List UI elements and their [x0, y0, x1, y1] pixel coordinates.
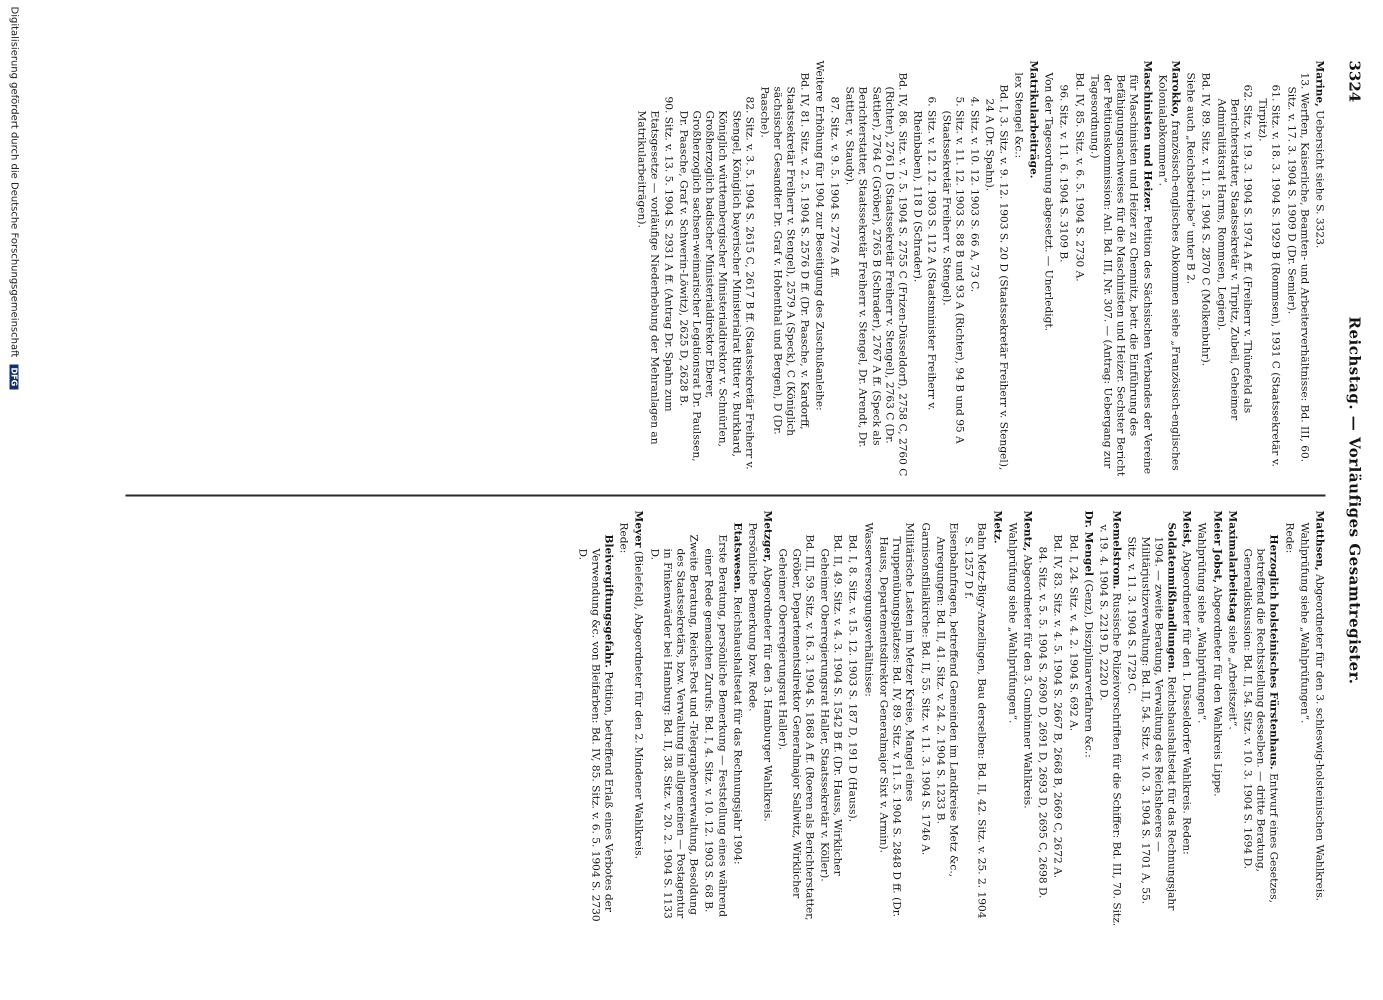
entry-keyword: Maximalarbeitstag: [1225, 510, 1238, 622]
entry-text: Garnisonsfilialkirche: Bd. II, 55. Sitz. v. 11. 3. 1904 S. 1746 A.: [918, 522, 931, 855]
entry-text: Militärische Lasten im Metzer Kreise, Mangel eines Truppenübungsplatzes: Bd. IV, 89. Sitz. v. 11. 5. 1904 S. 2848 D ff. (Dr. Hauss, Departementsdirektor Generalmajor Sixt v. Armin).: [876, 522, 916, 917]
entry-text: 61. Sitz. v. 18. 3. 1904 S. 1929 B (Rommsen), 1931 C (Staatssekretär v. Tirpitz).: [1256, 84, 1282, 467]
index-entry: [982, 60, 1008, 476]
entry-keyword: Herzoglich holsteinisches Fürstenhaus.: [1267, 534, 1280, 770]
entry-text: Bahn Metz-Bigy-Anzelingen, Bau derselben: Bd. II, 42. Sitz. v. 25. 2. 1904 S. 1257 D f.: [962, 522, 988, 918]
entry-text: 6. Sitz. v. 12. 12. 1903 S. 112 A (Staatsminister Freiherr v. Rheinbaben), 118 D (Schrader).: [911, 96, 937, 410]
index-entry: [1225, 510, 1238, 926]
entry-text: Bd. I, 8. Sitz. v. 15. 12. 1903 S. 187 D, 191 D (Hauss).: [846, 534, 859, 822]
index-entry: [1312, 60, 1325, 476]
index-entry: [760, 510, 773, 926]
index-entry: [1124, 510, 1177, 926]
entry-keyword: Memelstrom.: [1110, 510, 1123, 589]
page-number: 3324: [1345, 60, 1363, 102]
index-entry: [634, 60, 674, 476]
index-entry: [827, 60, 840, 476]
entry-text: Uebersicht siehe S. 3323.: [1313, 106, 1325, 248]
entry-text: 62. Sitz. v. 19. 3. 1904 S. 1974 A ff. (Freiherr v. Thünefeld als Berichterstatter, Staatssekretär v. Tirpitz, Zubeil, Geheimer Admiralitätsrat Harms, Rommsen, Legien).: [1214, 84, 1253, 420]
entry-text: Zweite Beratung, Reichs-Post und -Telegraphenverwaltung, Besoldung des Staatssekretärs, bzw. Verwaltung im allgemeinen — Postagentur in Finkenwärder bei Hamburg: Bd. II, 38. Sitz. v. 20. 2. 1904 S. 1133 D.: [647, 534, 700, 919]
index-entry: [701, 510, 727, 926]
index-entry: [933, 510, 959, 926]
index-entry: [1209, 510, 1222, 926]
entry-text: Entwurf eines Gesetzes, betreffend die Rechtsstellung desselben. — dritte Beratung, Generaldiskussion: Bd. II, 54. Sitz. v. 10. 3. 1904 S. 1694 D.: [1240, 548, 1280, 903]
entry-text: Bd. IV, 85. Sitz. v. 6. 5. 1904 S. 2730 A.: [1072, 72, 1085, 282]
entry-keyword: Mentz,: [1020, 510, 1033, 551]
entry-text: Reichshaushaltsetat für das Rechnungsjahr 1904. — zweite Beratung, Verwaltung des Reichsheeres — Militärjustizverwaltung: Bd. II, 54. Sitz. v. 10. 3. 1904 S. 1701 A, 55. Sitz. v. 11. 3. 1904 S. 1729 C.: [1125, 536, 1177, 910]
index-entry: [812, 60, 825, 476]
index-entry: [910, 60, 936, 476]
entry-text: Abgeordneter für den 3. Hamburger Wahlkreis.: [761, 562, 774, 822]
index-entry: [1035, 510, 1048, 926]
index-entry: [817, 510, 843, 926]
index-entry: [1255, 60, 1281, 476]
entry-text: 4. Sitz. v. 10. 12. 1903 S. 66 A, 73 C.: [968, 96, 981, 292]
entry-keyword: Etatswesen.: [730, 522, 743, 593]
entry-text: Wahlprüfung siehe „Wahlprüfungen“.: [1195, 522, 1208, 723]
index-entry: [861, 510, 874, 926]
index-entry: [1026, 60, 1039, 476]
page-title: Reichstag. — Vorläufiges Gesamtregister.: [1345, 316, 1363, 684]
entry-keyword: Meist,: [1180, 510, 1193, 548]
entry-text: Eisenbahnfragen, betreffend Gemeinden im Landkreise Metz &c., Anregungen: Bd. II, 41. Sitz. v. 24. 2. 1904 S. 1233 B.: [933, 522, 959, 877]
entry-text: Abgeordneter für den 3. Gumbinner Wahlkreis.: [1020, 550, 1033, 809]
entry-keyword: Marokko,: [1168, 60, 1181, 117]
entry-text: Rede:: [617, 522, 630, 553]
entry-text: Siehe auch „Reichsbetriebe“ unter B 2.: [1184, 72, 1197, 284]
right-column: [572, 510, 1325, 926]
index-entry: [1071, 60, 1084, 476]
entry-text: 96. Sitz. v. 11. 6. 1904 S. 3109 B.: [1057, 84, 1070, 263]
index-entry: [1240, 510, 1280, 926]
index-entry: [1011, 60, 1024, 476]
index-entry: [1041, 60, 1054, 476]
entry-text: französisch-englisches Abkommen siehe „Französisch-englisches Kolonialabkommen“.: [1155, 74, 1181, 471]
entry-text: Abgeordneter für den 1. Düsseldorfer Wahlkreis. Reden:: [1180, 547, 1193, 855]
index-entry: [876, 510, 916, 926]
entry-text: Von der Tagesordnung abgesetzt. — Unerledigt.: [1042, 72, 1055, 331]
entry-text: Abgeordneter für den Wahlkreis Lippe.: [1210, 582, 1223, 797]
entry-text: Wahlprüfung siehe „Wahlprüfungen“.: [1005, 522, 1018, 723]
entry-keyword: Meier Jobst,: [1210, 510, 1223, 583]
entry-text: 87. Sitz. v. 9. 5. 1904 S. 2776 A ff.: [828, 96, 841, 278]
entry-text: Wahlprüfung siehe „Wahlprüfungen“.: [1297, 522, 1310, 723]
index-entry: [1065, 510, 1078, 926]
index-entry: [631, 510, 644, 926]
index-entry: [1050, 510, 1063, 926]
entry-text: Abgeordneter für den 3. schleswig-holsteinischen Wahlkreis.: [1313, 570, 1325, 901]
index-entry: [1087, 60, 1153, 476]
entry-text: Weitere Erhöhung für 1904 zur Beseitigung des Zuschußanleihe:: [812, 60, 825, 411]
left-column: [632, 60, 1325, 476]
index-entry: [730, 510, 743, 926]
index-entry: [1179, 510, 1192, 926]
index-entry: [757, 60, 810, 476]
entry-text: Persönliche Bemerkung bzw. Rede.: [746, 522, 759, 712]
entry-text: lex Stengel &c.:: [1011, 72, 1024, 158]
entry-text: (Bielefeld), Abgeordneter für den 2. Mindener Wahlkreis.: [632, 546, 645, 859]
entry-text: Bd. IV, 89. Sitz. v. 11. 5. 1904 S. 2870 C (Molkenbuhr).: [1199, 72, 1212, 366]
index-entry: [1283, 60, 1309, 476]
digitization-credit: [8, 6, 19, 389]
entry-text: Russische Polizeivorschriften für die Schiffer: Bd. III, 70. Sitz. v. 19. 4. 1904 S. 2219 D, 2220 D.: [1096, 524, 1123, 926]
entry-text: Petition des Sächsischen Verbandes der Vereine für Maschinisten und Heizer zu Chemnitz, betr. die Einführung des Befähigungsnachweises für die Maschinisten und Heizer. Sechster Bericht der Petitionskommission: Anl. Bd. III, Nr. 307. — (Antrag: Uebergang zur Tagesordnung.): [1087, 74, 1153, 476]
index-entry: [1194, 510, 1207, 926]
entry-keyword: Metz.: [990, 510, 1003, 544]
index-entry: [1081, 510, 1094, 926]
index-entry: [646, 510, 699, 926]
entry-text: 84. Sitz. v. 5. 5. 1904 S. 2690 D, 2691 D, 2693 D, 2695 C, 2698 D.: [1036, 546, 1049, 898]
entry-keyword: Marine,: [1313, 60, 1325, 107]
entry-keyword: Dr. Mengel: [1081, 510, 1094, 576]
entry-text: siehe „Arbeitszeit“.: [1225, 621, 1238, 730]
entry-text: Reichshaushaltsetat für das Rechnungsjahr 1904:: [730, 592, 743, 865]
index-entry: [1005, 510, 1018, 926]
index-entry: [917, 510, 930, 926]
entry-keyword: Meyer: [632, 510, 645, 547]
entry-text: 5. Sitz. v. 11. 12. 1903 S. 88 B und 93 A (Richter), 94 B und 95 A (Staatssekretär Freiherr v. Stengel).: [939, 96, 965, 444]
entry-text: Petition, betreffend Erlaß eines Verbotes der Verwendung &c. von Bleifarben: Bd. IV, 85. Sitz. v. 6. 5. 1904 S. 2730 D.: [575, 548, 615, 922]
index-entry: [1281, 510, 1294, 926]
entry-text: Bd. IV, 81. Sitz. v. 2. 5. 1904 S. 2576 D ff. (Dr. Paasche, v. Kardorff, Staatssekretär Freiherr v. Stengel), 2579 A (Speck), C (Königlich sächsischer Gesandter Dr. Graf v. Hohenthal und Bergen), D (Dr. Paasche).: [758, 72, 810, 436]
entry-keyword: Matthsen,: [1313, 510, 1325, 571]
index-entry: [989, 510, 1002, 926]
column-divider: [125, 494, 1325, 496]
entry-text: Bd. IV, 83. Sitz. v. 4. 5. 1904 S. 2667 B, 2668 B, 2669 C, 2672 A.: [1051, 534, 1064, 878]
index-entry: [574, 510, 614, 926]
entry-text: Bd. I, 24. Sitz. v. 4. 2. 1904 S. 692 A.: [1066, 534, 1079, 731]
index-entry: [967, 60, 980, 476]
index-entry: [1056, 60, 1069, 476]
entry-keyword: Matrikularbeiträge.: [1026, 60, 1039, 178]
index-entry: [616, 510, 629, 926]
index-entry: [775, 510, 815, 926]
index-entry: [961, 510, 987, 926]
entry-keyword: Bleivergiftungsgefahr.: [602, 534, 615, 668]
entry-keyword: Soldatenmißhandlungen.: [1164, 522, 1177, 673]
entry-keyword: Maschinisten und Heizer.: [1140, 60, 1153, 212]
index-entry: [1312, 510, 1325, 926]
entry-text: Bd. III, 59. Sitz. v. 16. 3. 1904 S. 1868 A ff. (Roeren als Berichterstatter, Gröber, Departementsdirektor Generalmajor Sallwitz, Wirklicher Geheimer Oberregierungsrat Haller).: [776, 534, 815, 921]
index-entry: [1020, 510, 1033, 926]
entry-text: Bd. I, 3. Sitz. v. 9. 12. 1903 S. 20 D (Staatssekretär Freiherr v. Stengel), 24 A (Dr. Spahn).: [983, 84, 1009, 470]
entry-text: Bd. II, 49. Sitz. v. 4. 3. 1904 S. 1542 B ff. (Dr. Hauss, Wirklicher Geheimer Oberregierungsrat Haller, Staatssekretär v. Köller).: [818, 534, 844, 882]
dfg-logo: DFG: [10, 364, 19, 389]
entry-text: 13. Werften, Kaiserliche, Beamten- und Arbeiterverhältnisse: Bd. III, 60. Sitz. v. 17. 3. 1904 S. 1909 D (Dr. Semler).: [1284, 72, 1310, 462]
index-entry: [939, 60, 965, 476]
index-entry: [1183, 60, 1196, 476]
index-entry: [676, 60, 755, 476]
entry-text: Erste Beratung, persönliche Bemerkung — Feststellung eines während einer Rede gemachten Zurufs: Bd. I, 4. Sitz. v. 10. 12. 1903 S. 68 B.: [702, 534, 728, 917]
entry-text: 82. Sitz. v. 3. 5. 1904 S. 2615 C, 2617 B ff. (Staatssekretär Freiherr v. Stengel, Königlich bayerischer Ministerialrat Ritter v. Burkhard, Königlich württembergischer Ministerialdirektor v. Schnürlen, Großherzoglich badischer Ministerialdirektor Eberer, Großherzoglich sachsen-weimarischer Legationsrat Dr. Paulssen, Dr. Paasche, Graf v. Schwerin-Löwitz), 2625 D, 2628 B.: [676, 96, 755, 470]
index-entry: [1297, 510, 1310, 926]
index-entry: [842, 60, 908, 476]
entry-text: Rede:: [1282, 522, 1295, 553]
index-entry: [1213, 60, 1253, 476]
index-entry: [1096, 510, 1122, 926]
entry-text: Wasserversorgungsverhältnisse:: [861, 522, 874, 697]
index-entry: [745, 510, 758, 926]
page-header: [1337, 60, 1363, 940]
entry-text: 90. Sitz. v. 13. 5. 1904 S. 2931 A ff. (Antrag Dr. Spahn zum Etatsgesetze — vorläufige Niederhebung der Mehranlagen an Matrikularbeiträgen).: [635, 96, 674, 445]
credit-text: Digitalisierung gefördert durch die Deutsche Forschungsgemeinschaft: [8, 6, 19, 357]
index-entry: [845, 510, 858, 926]
entry-text: Bd. IV, 86. Sitz. v. 7. 5. 1904 S. 2755 C (Frizen-Düsseldorf), 2758 C, 2760 C (Richter), 2761 D (Staatssekretär Freiherr v. Stengel), 2763 C (Dr. Sattler), 2764 C (Gröber), 2765 B (Schrader), 2767 A ff. (Speck als Berichterstatter, Staatssekretär Freiherr v. Stengel, Dr. Arendt, Dr. Sattler, v. Staudy).: [843, 72, 909, 476]
index-entry: [1198, 60, 1211, 476]
index-entry: [1155, 60, 1181, 476]
entry-keyword: Metzger,: [761, 510, 774, 563]
entry-text: (Genz), Disziplinarverfahren &c.:: [1081, 575, 1094, 758]
